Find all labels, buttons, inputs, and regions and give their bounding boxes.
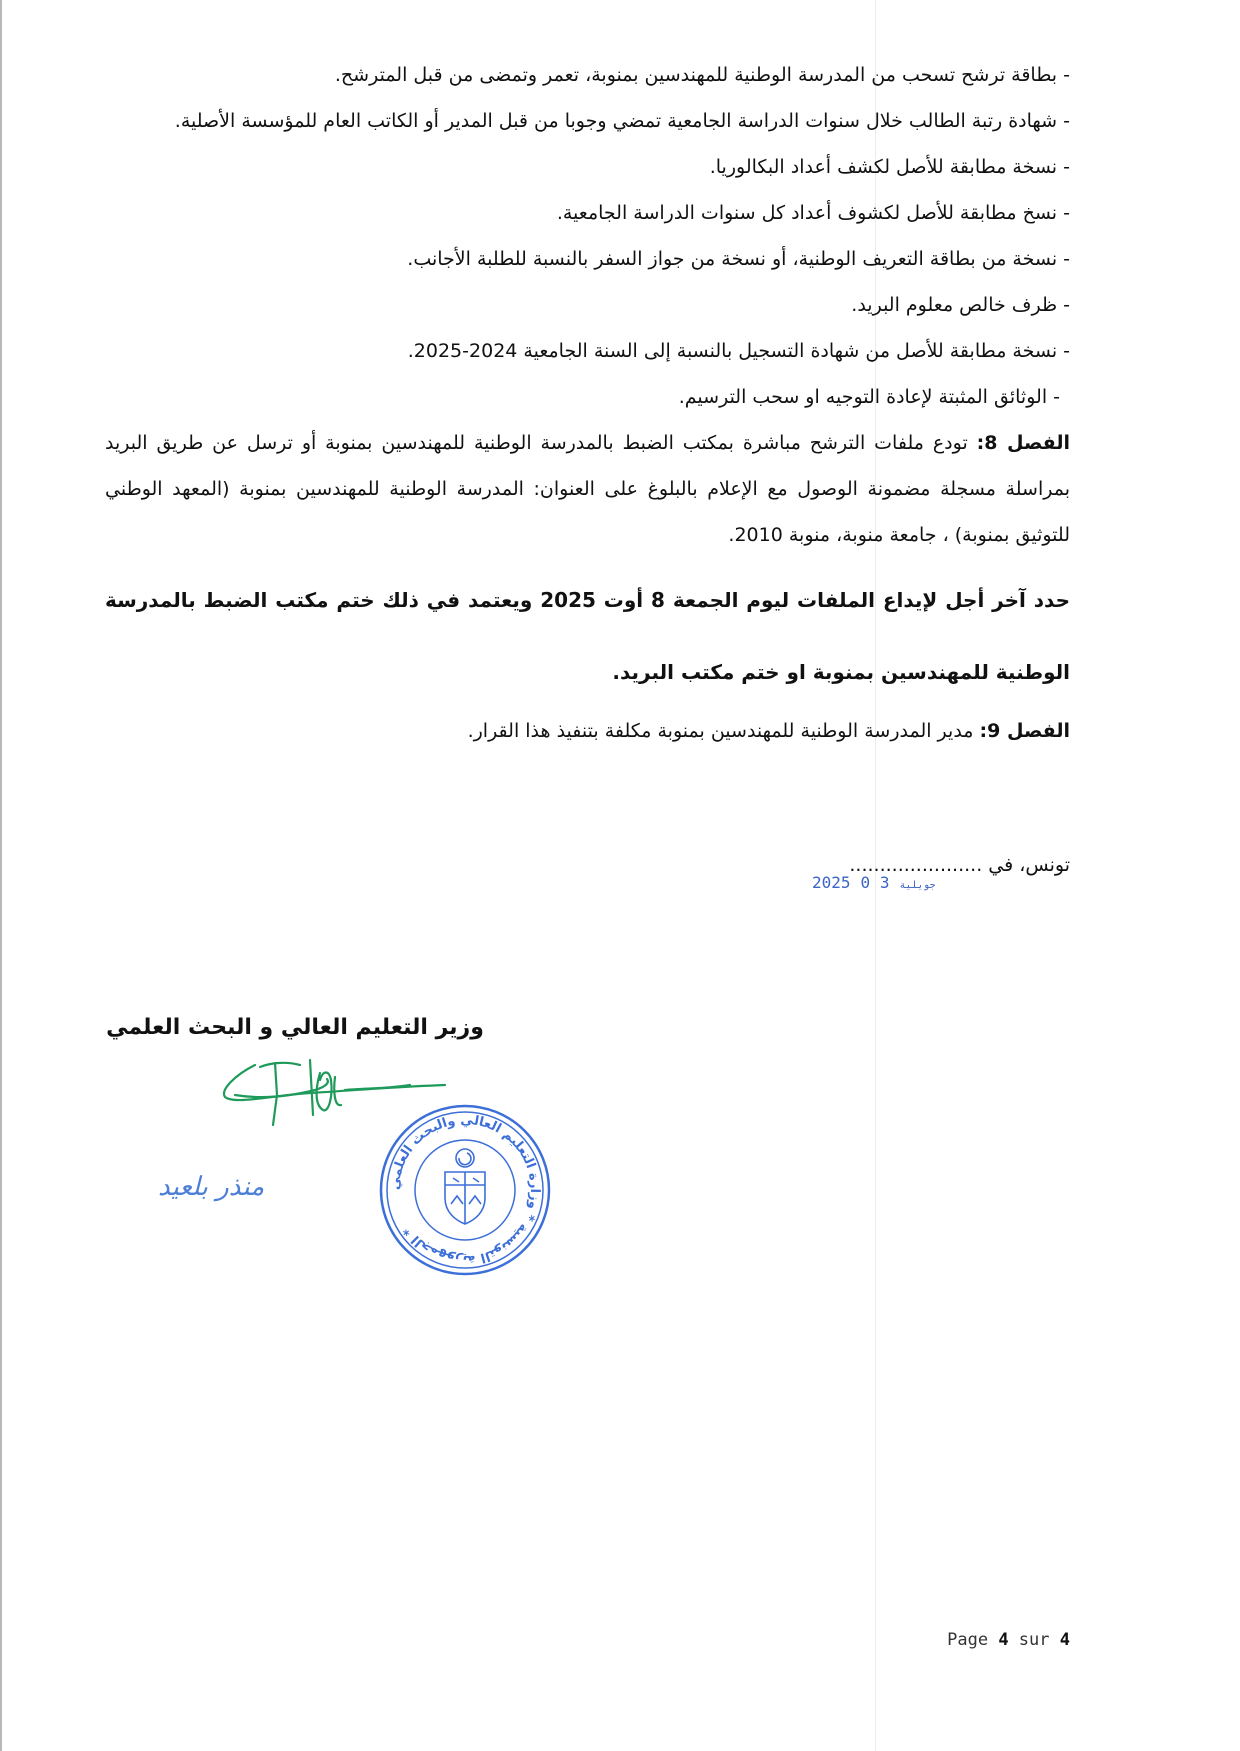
official-seal xyxy=(375,1100,555,1280)
required-document-item: - نسخة من بطاقة التعريف الوطنية، أو نسخة من جواز السفر بالنسبة للطلبة الأجانب. xyxy=(407,248,1070,270)
required-document-item: - الوثائق المثبتة لإعادة التوجيه او سحب الترسيم. xyxy=(678,386,1060,408)
minister-title: وزير التعليم العالي و البحث العلمي xyxy=(106,1015,484,1040)
date-stamp-year: 2025 xyxy=(812,873,851,892)
required-document-item: - ظرف خالص معلوم البريد. xyxy=(851,294,1070,316)
deadline-notice: حدد آخر أجل لإيداع الملفات ليوم الجمعة 8 أوت 2025 ويعتمد في ذلك ختم مكتب الضبط بالمدرسة الوطنية للمهندسين بمنوبة او ختم مكتب البريد. xyxy=(105,588,1070,684)
date-stamp-day: 3 0 xyxy=(860,873,890,892)
date-stamp xyxy=(812,873,946,892)
article-8-label: الفصل 8: xyxy=(976,432,1070,454)
required-document-item: - نسخة مطابقة للأصل لكشف أعداد البكالوريا. xyxy=(709,156,1070,178)
seal-text: الجمهورية التونسية * وزارة التعليم العالي والبحث العلمي * xyxy=(387,1112,543,1268)
signatory-name: منذر بلعيد xyxy=(158,1172,265,1202)
page-footer xyxy=(880,1630,1070,1650)
article-9-label: الفصل 9: xyxy=(979,720,1070,742)
article-8-text: تودع ملفات الترشح مباشرة بمكتب الضبط بالمدرسة الوطنية للمهندسين بمنوبة أو ترسل عن طريق البريد بمراسلة مسجلة مضمونة الوصول مع الإعلام بالبلوغ على العنوان: المدرسة الوطنية للمهندسين بمنوبة (المعهد الوطني للتوثيق بمنوبة) ، جامعة منوبة، منوبة 2010. xyxy=(105,432,1070,546)
required-document-item: - نسخة مطابقة للأصل من شهادة التسجيل بالنسبة إلى السنة الجامعية 2024-2025. xyxy=(407,340,1070,362)
required-document-item: - شهادة رتبة الطالب خلال سنوات الدراسة الجامعية تمضي وجوبا من قبل المدير أو الكاتب العام للمؤسسة الأصلية. xyxy=(174,110,1070,132)
footer-prefix: Page xyxy=(947,1630,999,1650)
page-edge xyxy=(0,0,2,1751)
required-document-item: - بطاقة ترشح تسحب من المدرسة الوطنية للمهندسين بمنوبة، تعمر وتمضى من قبل المترشح. xyxy=(334,64,1070,86)
footer-current-page: 4 xyxy=(998,1630,1009,1650)
date-line: تونس، في ...................... xyxy=(849,854,1070,876)
document-body xyxy=(105,52,1070,754)
article-8 xyxy=(105,420,1070,558)
required-document-item: - نسخ مطابقة للأصل لكشوف أعداد كل سنوات الدراسة الجامعية. xyxy=(556,202,1070,224)
article-9 xyxy=(105,708,1070,754)
article-9-text: مدير المدرسة الوطنية للمهندسين بمنوبة مكلفة بتنفيذ هذا القرار. xyxy=(467,720,980,742)
footer-total-pages: 4 xyxy=(1059,1630,1070,1650)
footer-middle: sur xyxy=(1008,1630,1060,1650)
date-stamp-month: جويلية xyxy=(899,880,936,891)
